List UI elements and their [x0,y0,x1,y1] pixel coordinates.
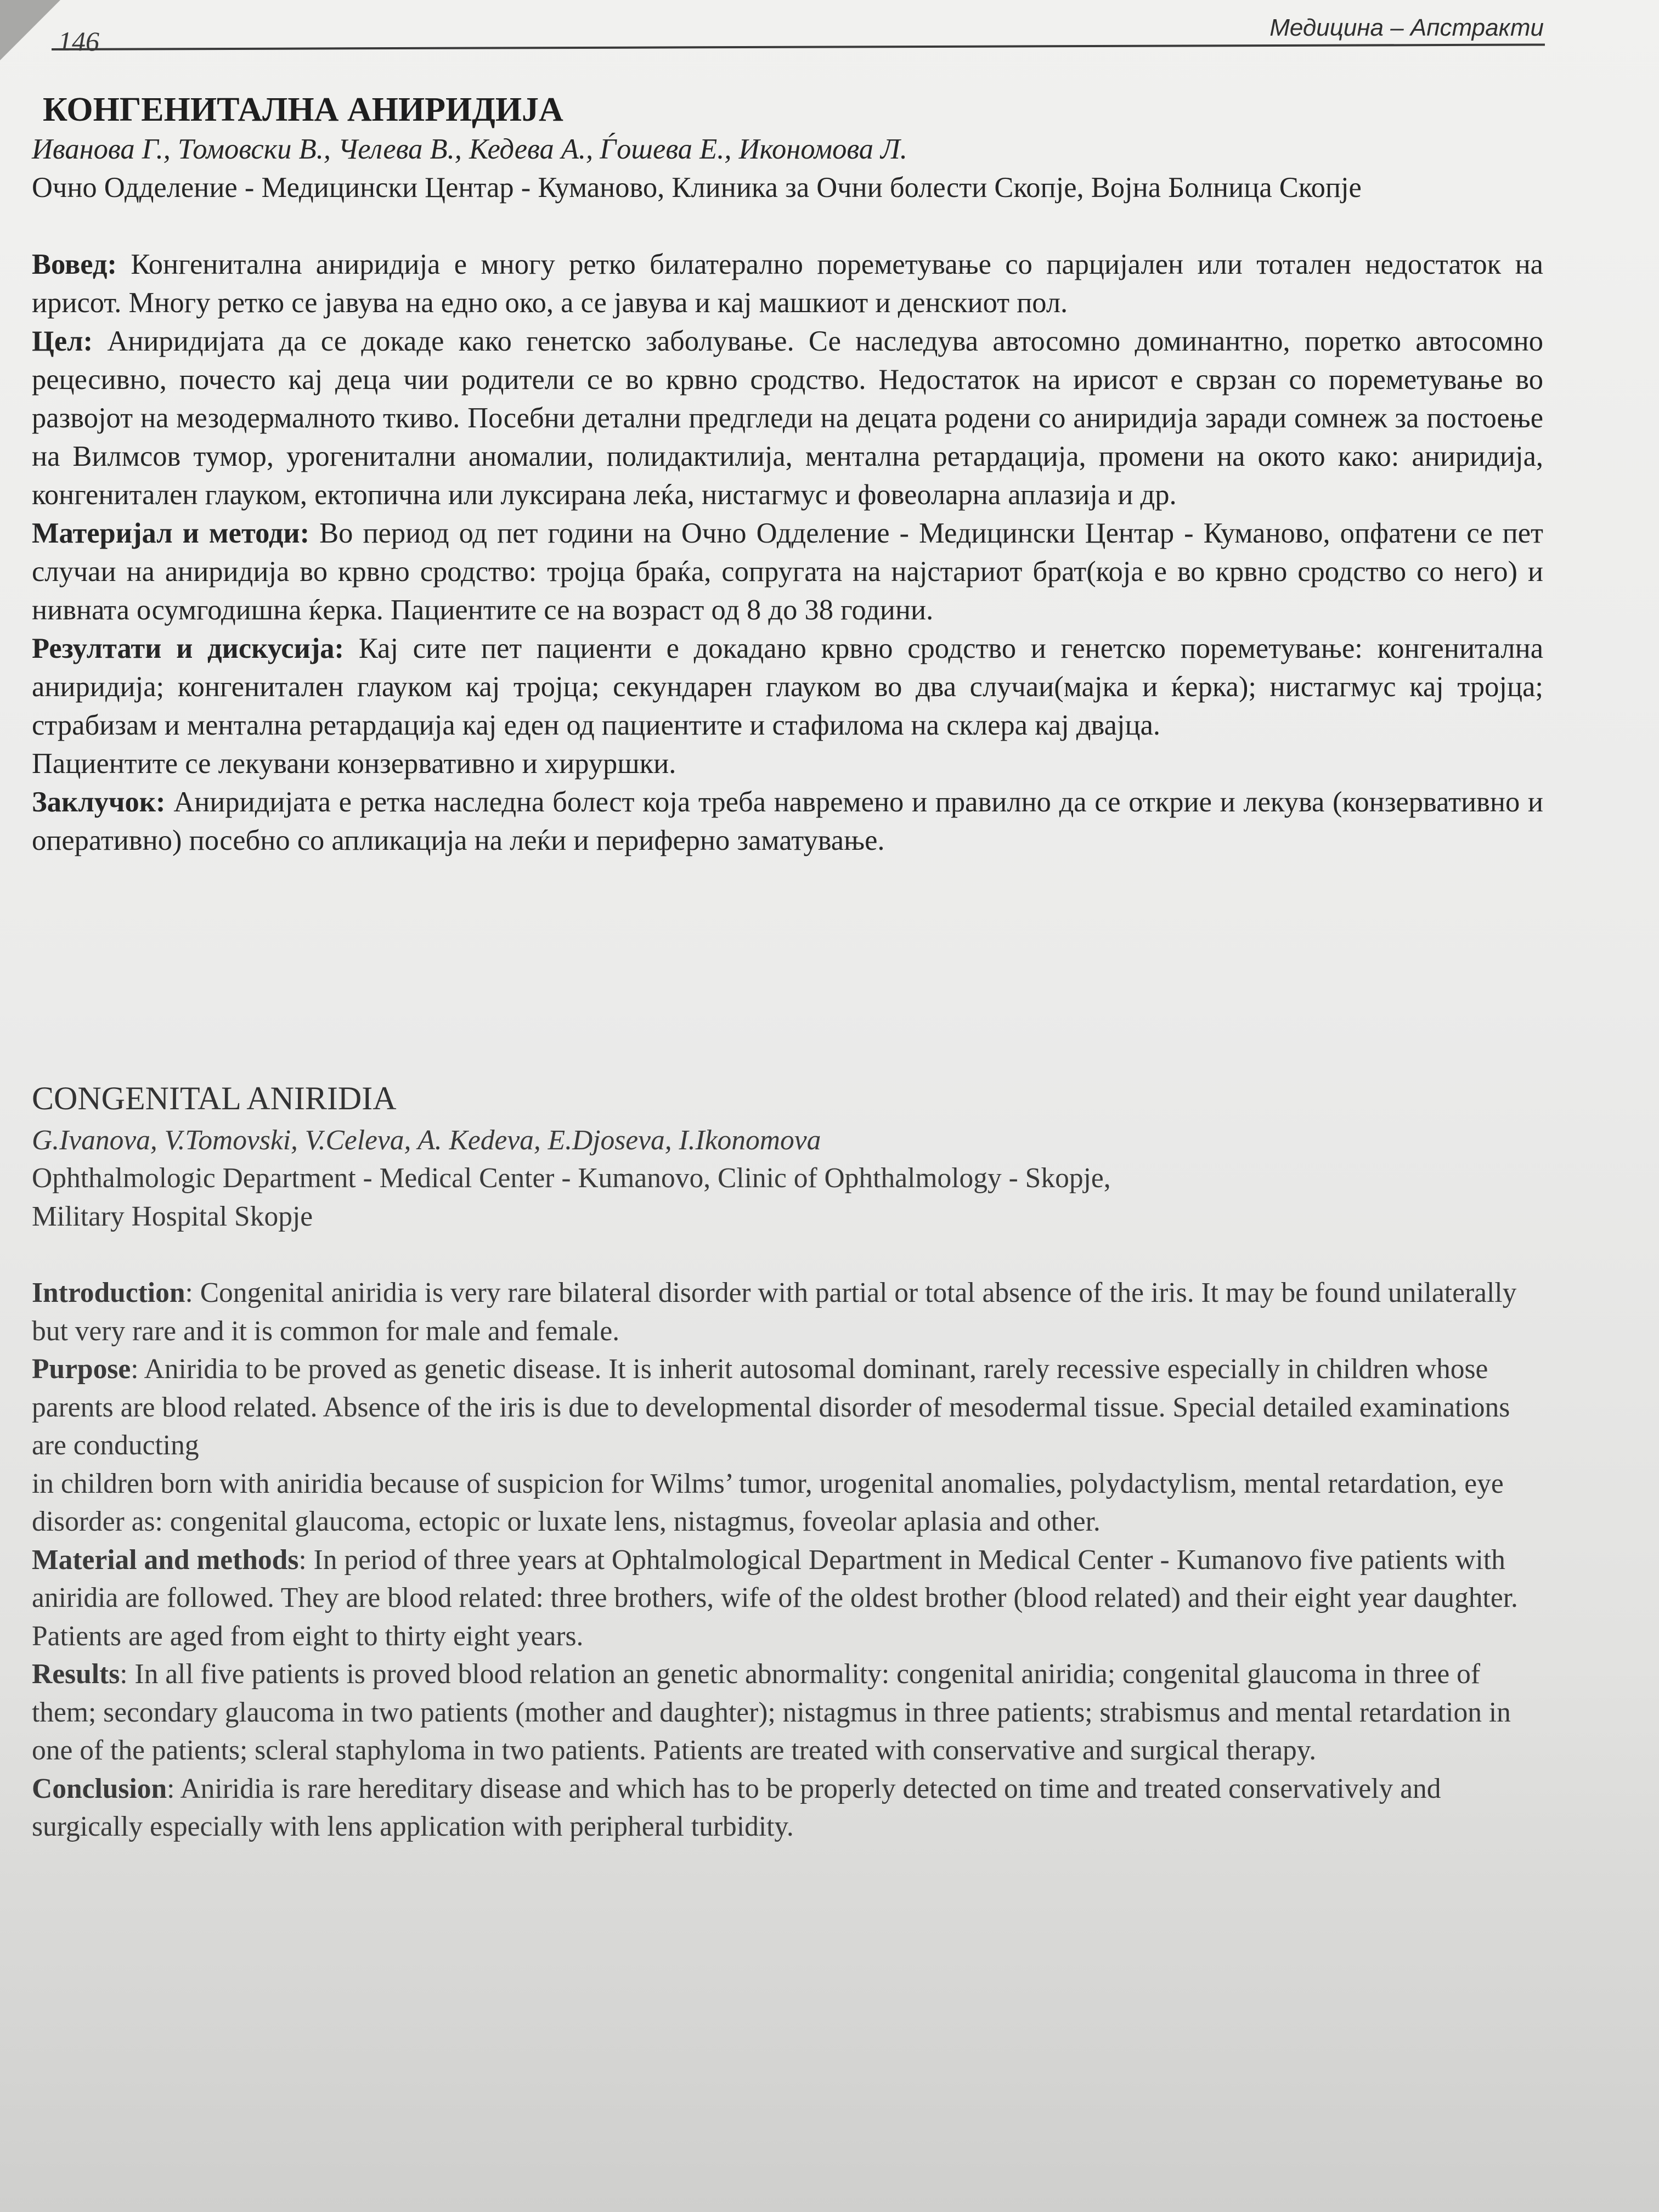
intro-text-en: : Congenital aniridia is very rare bilateral disorder with partial or total absence of the iris. It may be found unilaterally but very rare and it is common for male and female. [32,1277,1517,1347]
intro-text-mk: Конгенитална аниридија е многу ретко билатерално пореметување со парцијален или тотален недостаток на ирисот. Многу ретко се јавува на едно око, а се јавува и кај машкиот и денскиот пол. [32,249,1543,319]
methods-text-mk: Во период од пет години на Очно Одделение - Медицински Центар - Куманово, опфатени се пет случаи на аниридија во крвно сродство: тројца браќа, сопругата на најстариот брат(која е во крвно сродство со него) и нивната осумгодишна ќерка. Пациентите се на возраст од 8 до 38 години. [32,517,1543,626]
folded-corner [0,0,60,60]
authors-mk: Иванова Г., Томовски В., Челева В., Кедева А., Ѓошева Е., Икономова Л. [32,133,907,165]
authors-en: G.Ivanova, V.Tomovski, V.Celeva, A. Kedeva, E.Djoseva, I.Ikonomova [32,1124,821,1156]
affiliation-en-line2: Military Hospital Skopje [32,1200,313,1232]
conclusion-paragraph-mk [32,783,1543,860]
intro-label-mk: Вовед: [32,249,117,280]
intro-paragraph-mk [32,245,1543,322]
results-label-en: Results [32,1658,120,1690]
conclusion-label-en: Conclusion [32,1773,167,1804]
conclusion-paragraph-en [32,1770,1543,1846]
results-label-mk: Резултати и дискусија: [32,633,345,664]
results-text-mk: Кај сите пет пациенти е докадано крвно сродство и генетско пореметување: конгенитална аниридија; конгенитален глауком кај тројца; секундарен глауком во два случаи(мајка и ќерка); нистагмус кај тројца; страбизам и ментална ретардација кај еден од пациентите и стафилома на склера кај двајца. [32,633,1543,741]
results-paragraph-mk [32,629,1543,744]
conclusion-text-mk: Аниридијата е ретка наследна болест која треба навремено и правилно да се открие и лекува (конзервативно и оперативно) посебно со апликација на леќи и периферно заматување. [32,786,1543,856]
macedonian-abstract [32,91,1543,860]
conclusion-label-mk: Заклучок: [32,786,166,818]
conclusion-text-en: : Aniridia is rare hereditary disease and which has to be properly detected on time and treated conservatively and surgically especially with lens application with peripheral turbidity. [32,1773,1441,1842]
results-text-en: : In all five patients is proved blood relation an genetic abnormality: congenital aniridia; congenital glaucoma in three of them; secondary glaucoma in two patients (mother and daughter); nistagmus in three patients; strabismus and mental retardation in one of the patients; scleral staphyloma in two patients. Patients are treated with conservative and surgical therapy. [32,1658,1511,1766]
affiliation-en-line1: Ophthalmologic Department - Medical Center - Kumanovo, Clinic of Ophthalmology - Skopje, [32,1163,1111,1194]
methods-paragraph-mk [32,514,1543,629]
spacer [32,207,1543,245]
abstract-title-en: CONGENITAL ANIRIDIA [32,1080,397,1116]
methods-text-en: : In period of three years at Ophtalmological Department in Medical Center - Kumanovo five patients with aniridia are followed. They are blood related: three brothers, wife of the oldest brother (blood related) and their eight year daughter. Patients are aged from eight to thirty eight years. [32,1544,1518,1652]
treatment-paragraph-mk: Пациентите се лекувани конзервативно и хируршки. [32,748,676,780]
running-head: Медицина – Апстракти [1269,14,1544,41]
english-abstract [32,1080,1543,1846]
abstract-title-mk: КОНГЕНИТАЛНА АНИРИДИЈА [43,91,563,128]
methods-paragraph-en [32,1541,1543,1656]
spacer [32,1235,1543,1274]
purpose-label-en: Purpose [32,1353,131,1385]
page-number: 146 [58,26,99,57]
methods-label-mk: Материјал и методи: [32,517,310,549]
aim-text-mk: Аниридијата да се докаде како генетско заболување. Се наследува автосомно доминантно, поретко автосомно рецесивно, почесто кај деца чии родители се во крвно сродство. Недостаток на ирисот е сврзан со пореметување во развојот на мезодермалното ткиво. Посебни детални предгледи на децата родени со аниридија заради сомнеж за постоење на Вилмсов тумор, урогенитални аномалии, полидактилија, ментална ретардација, промени на окото како: аниридија, конгенитален глауком, ектопична или луксирана леќа, нистагмус и фовеоларна аплазија и др. [32,325,1543,511]
methods-label-en: Material and methods [32,1544,299,1576]
affiliation-mk: Очно Одделение - Медицински Центар - Куманово, Клиника за Очни болести Скопје, Војна Болница Скопје [32,172,1362,204]
aim-label-mk: Цел: [32,325,93,357]
header-rule [52,43,1545,50]
results-paragraph-en [32,1655,1543,1770]
purpose-paragraph-en [32,1350,1543,1465]
purpose-text-en: : Aniridia to be proved as genetic disease. It is inherit autosomal dominant, rarely recessive especially in children whose parents are blood related. Absence of the iris is due to developmental disorder of mesodermal tissue. Special detailed examinations are conducting [32,1353,1510,1461]
aim-paragraph-mk [32,322,1543,514]
purpose-continuation-en: in children born with aniridia because of suspicion for Wilms’ tumor, urogenital anomalies, polydactylism, mental retardation, eye disorder as: congenital glaucoma, ectopic or luxate lens, nistagmus, foveolar aplasia and other. [32,1468,1504,1537]
intro-paragraph-en [32,1274,1543,1350]
intro-label-en: Introduction [32,1277,185,1308]
